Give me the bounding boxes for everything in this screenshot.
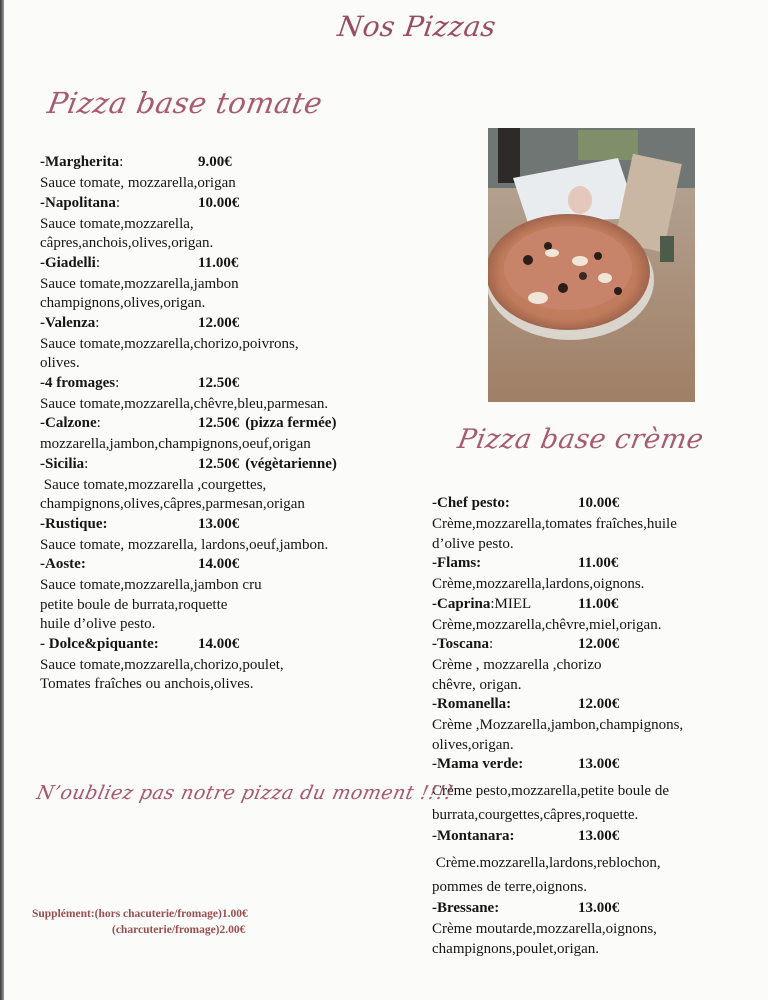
pizza-ingredients: Crème pesto,mozzarella,petite boule de xyxy=(432,783,669,799)
price-value: 12.50€ xyxy=(198,455,240,472)
pizza-ingredients: Crème moutarde,mozzarella,oignons, xyxy=(432,921,657,937)
supplement-line-2: (charcuterie/fromage)2.00€ xyxy=(112,924,246,936)
pizza-price xyxy=(578,595,618,613)
pizza-ingredients: Sauce tomate,mozzarella, xyxy=(40,215,194,232)
price-value: 12.00€ xyxy=(578,696,620,712)
price-value: 12.50€ xyxy=(198,374,240,391)
pizza-ingredients: Sauce tomate,mozzarella,chorizo,poivrons, xyxy=(40,335,299,352)
menu-item xyxy=(432,755,762,827)
pizza-price xyxy=(578,899,619,917)
price-value: 10.00€ xyxy=(578,495,620,511)
price-value: 11.00€ xyxy=(578,595,619,612)
menu-item-header xyxy=(432,899,762,920)
name-separator: : xyxy=(119,154,124,170)
menu-item-header xyxy=(40,635,420,656)
price-value: 12.50€ xyxy=(198,415,240,431)
tomate-menu-list xyxy=(40,153,420,695)
menu-item xyxy=(432,827,762,899)
pizza-name: -Rustique: xyxy=(40,515,108,532)
menu-item-header xyxy=(40,515,420,536)
pizza-note: (végètarienne) xyxy=(245,455,337,472)
price-value: 14.00€ xyxy=(198,556,240,572)
price-value: 11.00€ xyxy=(578,555,619,571)
name-separator: : xyxy=(490,595,495,612)
pizza-ingredients: Crème,mozzarella,chêvre,miel,origan. xyxy=(432,616,662,633)
menu-item-header xyxy=(40,555,420,576)
menu-item xyxy=(40,314,420,374)
pizza-extra-label: MIEL xyxy=(494,595,532,612)
pizza-ingredients: Sauce tomate, mozzarella, lardons,oeuf,jambon. xyxy=(40,536,329,553)
price-value: 13.00€ xyxy=(578,756,620,772)
section-title-tomate: Pizza base tomate xyxy=(45,86,326,120)
pizza-price xyxy=(198,515,239,533)
menu-item-header xyxy=(432,554,762,575)
name-separator: : xyxy=(95,314,100,331)
pizza-price xyxy=(578,755,619,773)
menu-item-header xyxy=(40,455,420,476)
pizza-name: -Aoste: xyxy=(40,556,86,572)
price-value: 14.00€ xyxy=(198,635,240,652)
pizza-du-moment-reminder: N’oubliez pas notre pizza du moment !!!! xyxy=(34,782,456,804)
pizza-image xyxy=(488,128,695,402)
pizza-ingredients: Crème ,Mozzarella,jambon,champignons, xyxy=(432,717,684,733)
pizza-price xyxy=(578,827,619,845)
pizza-note: (pizza fermée) xyxy=(245,415,337,431)
price-value: 12.00€ xyxy=(578,636,620,652)
pizza-ingredients: Crème,mozzarella,lardons,oignons. xyxy=(432,576,645,592)
pizza-price xyxy=(578,695,619,713)
pizza-price xyxy=(198,414,336,432)
menu-item-header xyxy=(40,153,420,174)
pizza-name: -Caprina xyxy=(432,595,491,612)
pizza-price xyxy=(198,153,232,171)
pizza-ingredients: Crème.mozzarella,lardons,reblochon, xyxy=(432,855,661,871)
pizza-name: -Margherita xyxy=(40,154,120,170)
pizza-ingredients: d’olive pesto. xyxy=(432,535,514,552)
pizza-ingredients: olives. xyxy=(40,355,80,371)
menu-item-header xyxy=(40,254,420,275)
price-value: 12.00€ xyxy=(198,314,240,331)
pizza-ingredients: câpres,anchois,olives,origan. xyxy=(40,235,214,251)
pizza-name: -Napolitana xyxy=(40,194,116,211)
pizza-price xyxy=(198,555,239,573)
pizza-ingredients: Sauce tomate,mozzarella,jambon xyxy=(40,275,239,292)
menu-item xyxy=(40,414,420,455)
menu-item xyxy=(432,695,762,755)
menu-item xyxy=(432,595,762,636)
menu-item xyxy=(40,153,420,194)
menu-item xyxy=(432,899,762,959)
name-separator: : xyxy=(84,455,89,472)
menu-item-header xyxy=(432,755,762,779)
pizza-name: - Dolce&piquante: xyxy=(40,635,159,652)
pizza-name: -Giadelli xyxy=(40,254,96,271)
pizza-name: -Sicilia xyxy=(40,455,85,472)
pizza-name: -Bressane: xyxy=(432,900,500,916)
pizza-price xyxy=(198,194,239,212)
pizza-ingredients: olives,origan. xyxy=(432,736,514,753)
pizza-name: -Calzone xyxy=(40,415,97,431)
pizza-price xyxy=(578,635,619,653)
menu-item xyxy=(40,515,420,556)
menu-item-header xyxy=(432,695,762,716)
pizza-name: -Flams: xyxy=(432,555,482,571)
name-separator: : xyxy=(488,636,494,652)
section-title-creme: Pizza base crème xyxy=(455,424,707,455)
pizza-price xyxy=(578,494,619,512)
pizza-ingredients: huile d’olive pesto. xyxy=(40,616,156,632)
menu-item xyxy=(40,635,420,695)
pizza-ingredients: Sauce tomate, mozzarella,origan xyxy=(40,175,236,191)
pizza-ingredients: champignons,olives,origan. xyxy=(40,295,206,311)
pizza-photo xyxy=(488,128,695,402)
page-edge xyxy=(0,0,4,1000)
menu-item-header xyxy=(432,827,762,851)
pizza-ingredients: champignons,poulet,origan. xyxy=(432,940,600,957)
menu-item xyxy=(40,374,420,415)
pizza-ingredients: Sauce tomate,mozzarella,chorizo,poulet, xyxy=(40,656,284,673)
pizza-ingredients: petite boule de burrata,roquette xyxy=(40,596,228,613)
pizza-price xyxy=(198,254,238,272)
menu-item-header xyxy=(40,374,420,395)
pizza-ingredients: chêvre, origan. xyxy=(432,676,522,693)
pizza-price xyxy=(198,635,239,653)
name-separator: : xyxy=(95,254,101,271)
pizza-name: -Montanara: xyxy=(432,828,515,844)
menu-item-header xyxy=(40,314,420,335)
price-value: 13.00€ xyxy=(578,900,620,916)
price-value: 9.00€ xyxy=(198,154,232,170)
menu-item-header xyxy=(40,194,420,215)
price-value: 13.00€ xyxy=(578,828,620,844)
supplement-line-1: Supplément:(hors chacuterie/fromage)1.00€ xyxy=(32,908,248,920)
supplement-note xyxy=(32,906,248,938)
pizza-price xyxy=(198,374,239,392)
pizza-ingredients: burrata,courgettes,câpres,roquette. xyxy=(432,807,639,823)
pizza-ingredients: Crème , mozzarella ,chorizo xyxy=(432,657,602,673)
pizza-name: -4 fromages xyxy=(40,374,116,391)
menu-item xyxy=(432,494,762,554)
menu-item xyxy=(40,455,420,515)
pizza-name: -Valenza xyxy=(40,314,96,331)
menu-item-header xyxy=(432,595,762,616)
menu-item-header xyxy=(40,414,420,435)
name-separator: : xyxy=(115,374,120,391)
menu-item xyxy=(432,554,762,595)
pizza-name: -Romanella: xyxy=(432,696,512,712)
name-separator: : xyxy=(96,415,101,431)
pizza-ingredients: Sauce tomate,mozzarella ,courgettes, xyxy=(40,476,267,493)
menu-item xyxy=(432,635,762,695)
menu-item-header xyxy=(432,635,762,656)
price-value: 10.00€ xyxy=(198,194,240,211)
page-title: Nos Pizzas xyxy=(335,10,499,43)
pizza-ingredients: Sauce tomate,mozzarella,jambon cru xyxy=(40,577,262,593)
menu-item-header xyxy=(432,494,762,515)
pizza-ingredients: Crème,mozzarella,tomates fraîches,huile xyxy=(432,516,677,532)
price-value: 13.00€ xyxy=(198,515,240,532)
pizza-price xyxy=(198,455,337,473)
pizza-price xyxy=(198,314,239,332)
pizza-name: -Toscana xyxy=(432,636,489,652)
pizza-ingredients: mozzarella,jambon,champignons,oeuf,origan xyxy=(40,436,311,452)
pizza-ingredients: Tomates fraîches ou anchois,olives. xyxy=(40,676,254,692)
name-separator: : xyxy=(115,194,121,211)
menu-item xyxy=(40,254,420,314)
menu-item xyxy=(40,555,420,635)
pizza-name: -Chef pesto: xyxy=(432,495,510,511)
pizza-name: -Mama verde: xyxy=(432,756,524,772)
pizza-ingredients: champignons,olives,câpres,parmesan,origan xyxy=(40,496,305,512)
price-value: 11.00€ xyxy=(198,254,239,271)
pizza-ingredients: pommes de terre,oignons. xyxy=(432,879,587,895)
menu-item xyxy=(40,194,420,254)
pizza-ingredients: Sauce tomate,mozzarella,chêvre,bleu,parmesan. xyxy=(40,395,329,412)
pizza-price xyxy=(578,554,618,572)
creme-menu-list xyxy=(432,494,762,959)
